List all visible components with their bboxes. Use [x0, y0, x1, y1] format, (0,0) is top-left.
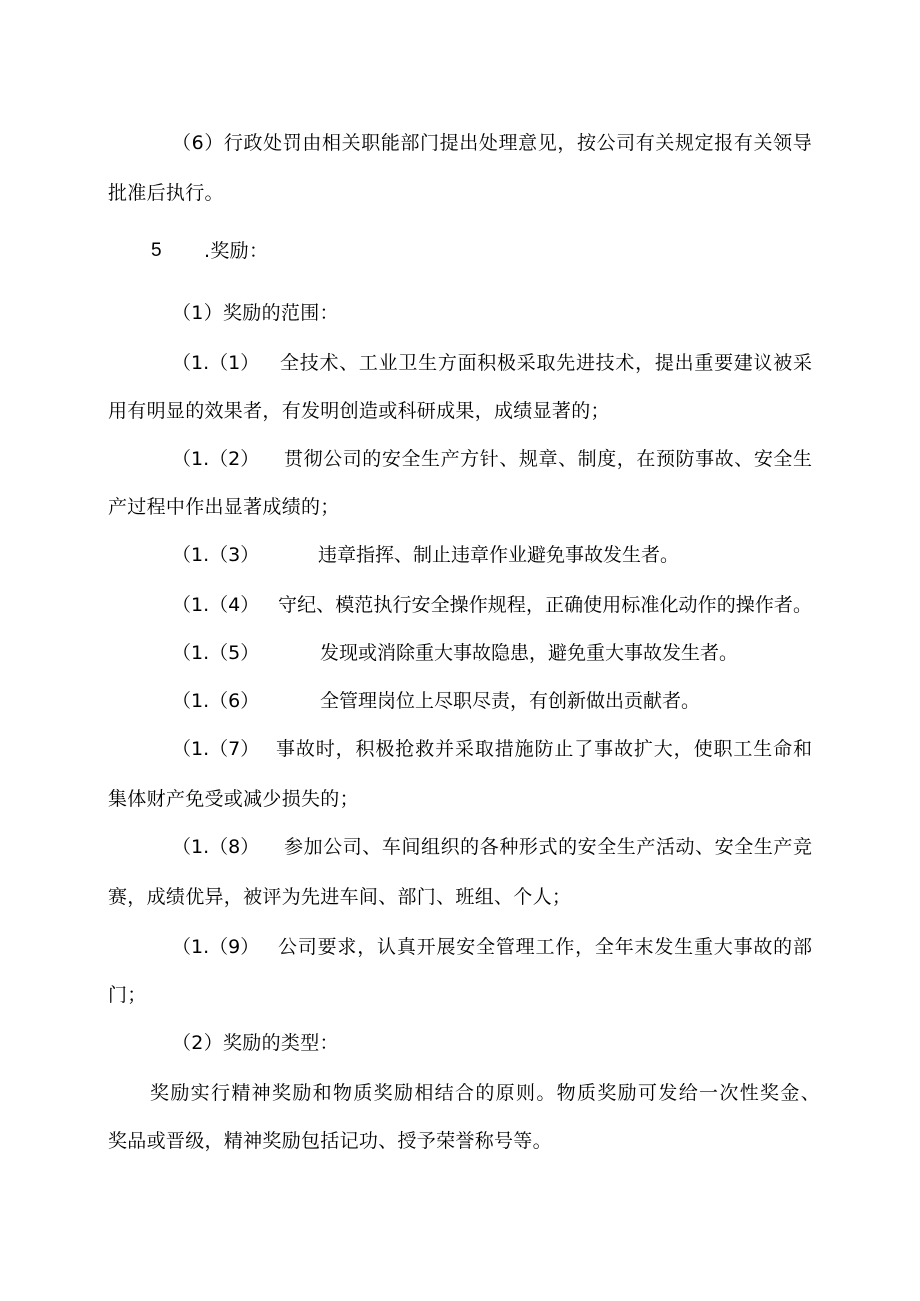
scope-item-text: 发现或消除重大事故隐患，避免重大事故发生者。	[320, 642, 739, 664]
types-heading: （2）奖励的类型：	[172, 1032, 339, 1054]
scope-item-1-line2: 用有明显的效果者，有发明创造或科研成果，成绩显著的；	[108, 400, 610, 422]
scope-item-label: （1.（5）	[172, 642, 260, 664]
scope-item-9	[172, 935, 812, 959]
scope-item-text: 事故时，积极抢救并采取措施防止了事故扩大，使职工生命和	[276, 738, 812, 760]
scope-item-2	[172, 447, 812, 471]
scope-item-7-line2: 集体财产免受或减少损失的；	[108, 788, 359, 810]
scope-item-label: （1.（3）	[172, 544, 260, 566]
types-line1: 奖励实行精神奖励和物质奖励相结合的原则。物质奖励可发给一次性奖金、	[150, 1082, 820, 1104]
scope-item-text: 全技术、工业卫生方面积极采取先进技术，提出重要建议被采	[280, 352, 812, 374]
item6-line2: 批准后执行。	[108, 182, 224, 204]
scope-item-text: 全管理岗位上尽职尽责，有创新做出贡献者。	[320, 690, 701, 712]
scope-item-label: （1.（2）	[172, 448, 260, 470]
scope-item-9-line2: 门；	[108, 984, 147, 1006]
scope-item-text: 违章指挥、制止违章作业避免事故发生者。	[318, 544, 680, 566]
scope-item-5	[172, 641, 812, 665]
types-line2: 奖品或晋级，精神奖励包括记功、授予荣誉称号等。	[108, 1130, 552, 1152]
scope-item-6	[172, 689, 812, 713]
scope-item-1	[172, 351, 812, 375]
section5-title: .奖励：	[204, 240, 269, 262]
scope-item-4	[172, 593, 812, 617]
scope-item-8	[172, 835, 812, 859]
scope-item-8-line2: 赛，成绩优异，被评为先进车间、部门、班组、个人；	[108, 886, 572, 908]
scope-item-label: （1.（7）	[172, 738, 260, 760]
scope-item-label: （1.（9）	[172, 936, 260, 958]
scope-item-2-line2: 产过程中作出显著成绩的；	[108, 496, 340, 518]
section5-number: 5	[151, 240, 162, 261]
scope-item-label: （1.（4）	[172, 594, 260, 616]
scope-item-label: （1.（8）	[172, 836, 260, 858]
scope-item-label: （1.（1）	[172, 352, 260, 374]
scope-heading: （1）奖励的范围：	[172, 302, 339, 324]
scope-item-3	[172, 543, 812, 567]
scope-item-label: （1.（6）	[172, 690, 260, 712]
scope-item-text: 参加公司、车间组织的各种形式的安全生产活动、安全生产竞	[284, 836, 812, 858]
scope-item-text: 公司要求，认真开展安全管理工作，全年末发生重大事故的部	[278, 936, 812, 958]
item6-line1: （6）行政处罚由相关职能部门提出处理意见，按公司有关规定报有关领导	[172, 132, 812, 154]
scope-item-7	[172, 737, 812, 761]
scope-item-text: 贯彻公司的安全生产方针、规章、制度，在预防事故、安全生	[284, 448, 812, 470]
scope-item-text: 守纪、模范执行安全操作规程，正确使用标准化动作的操作者。	[278, 594, 812, 616]
